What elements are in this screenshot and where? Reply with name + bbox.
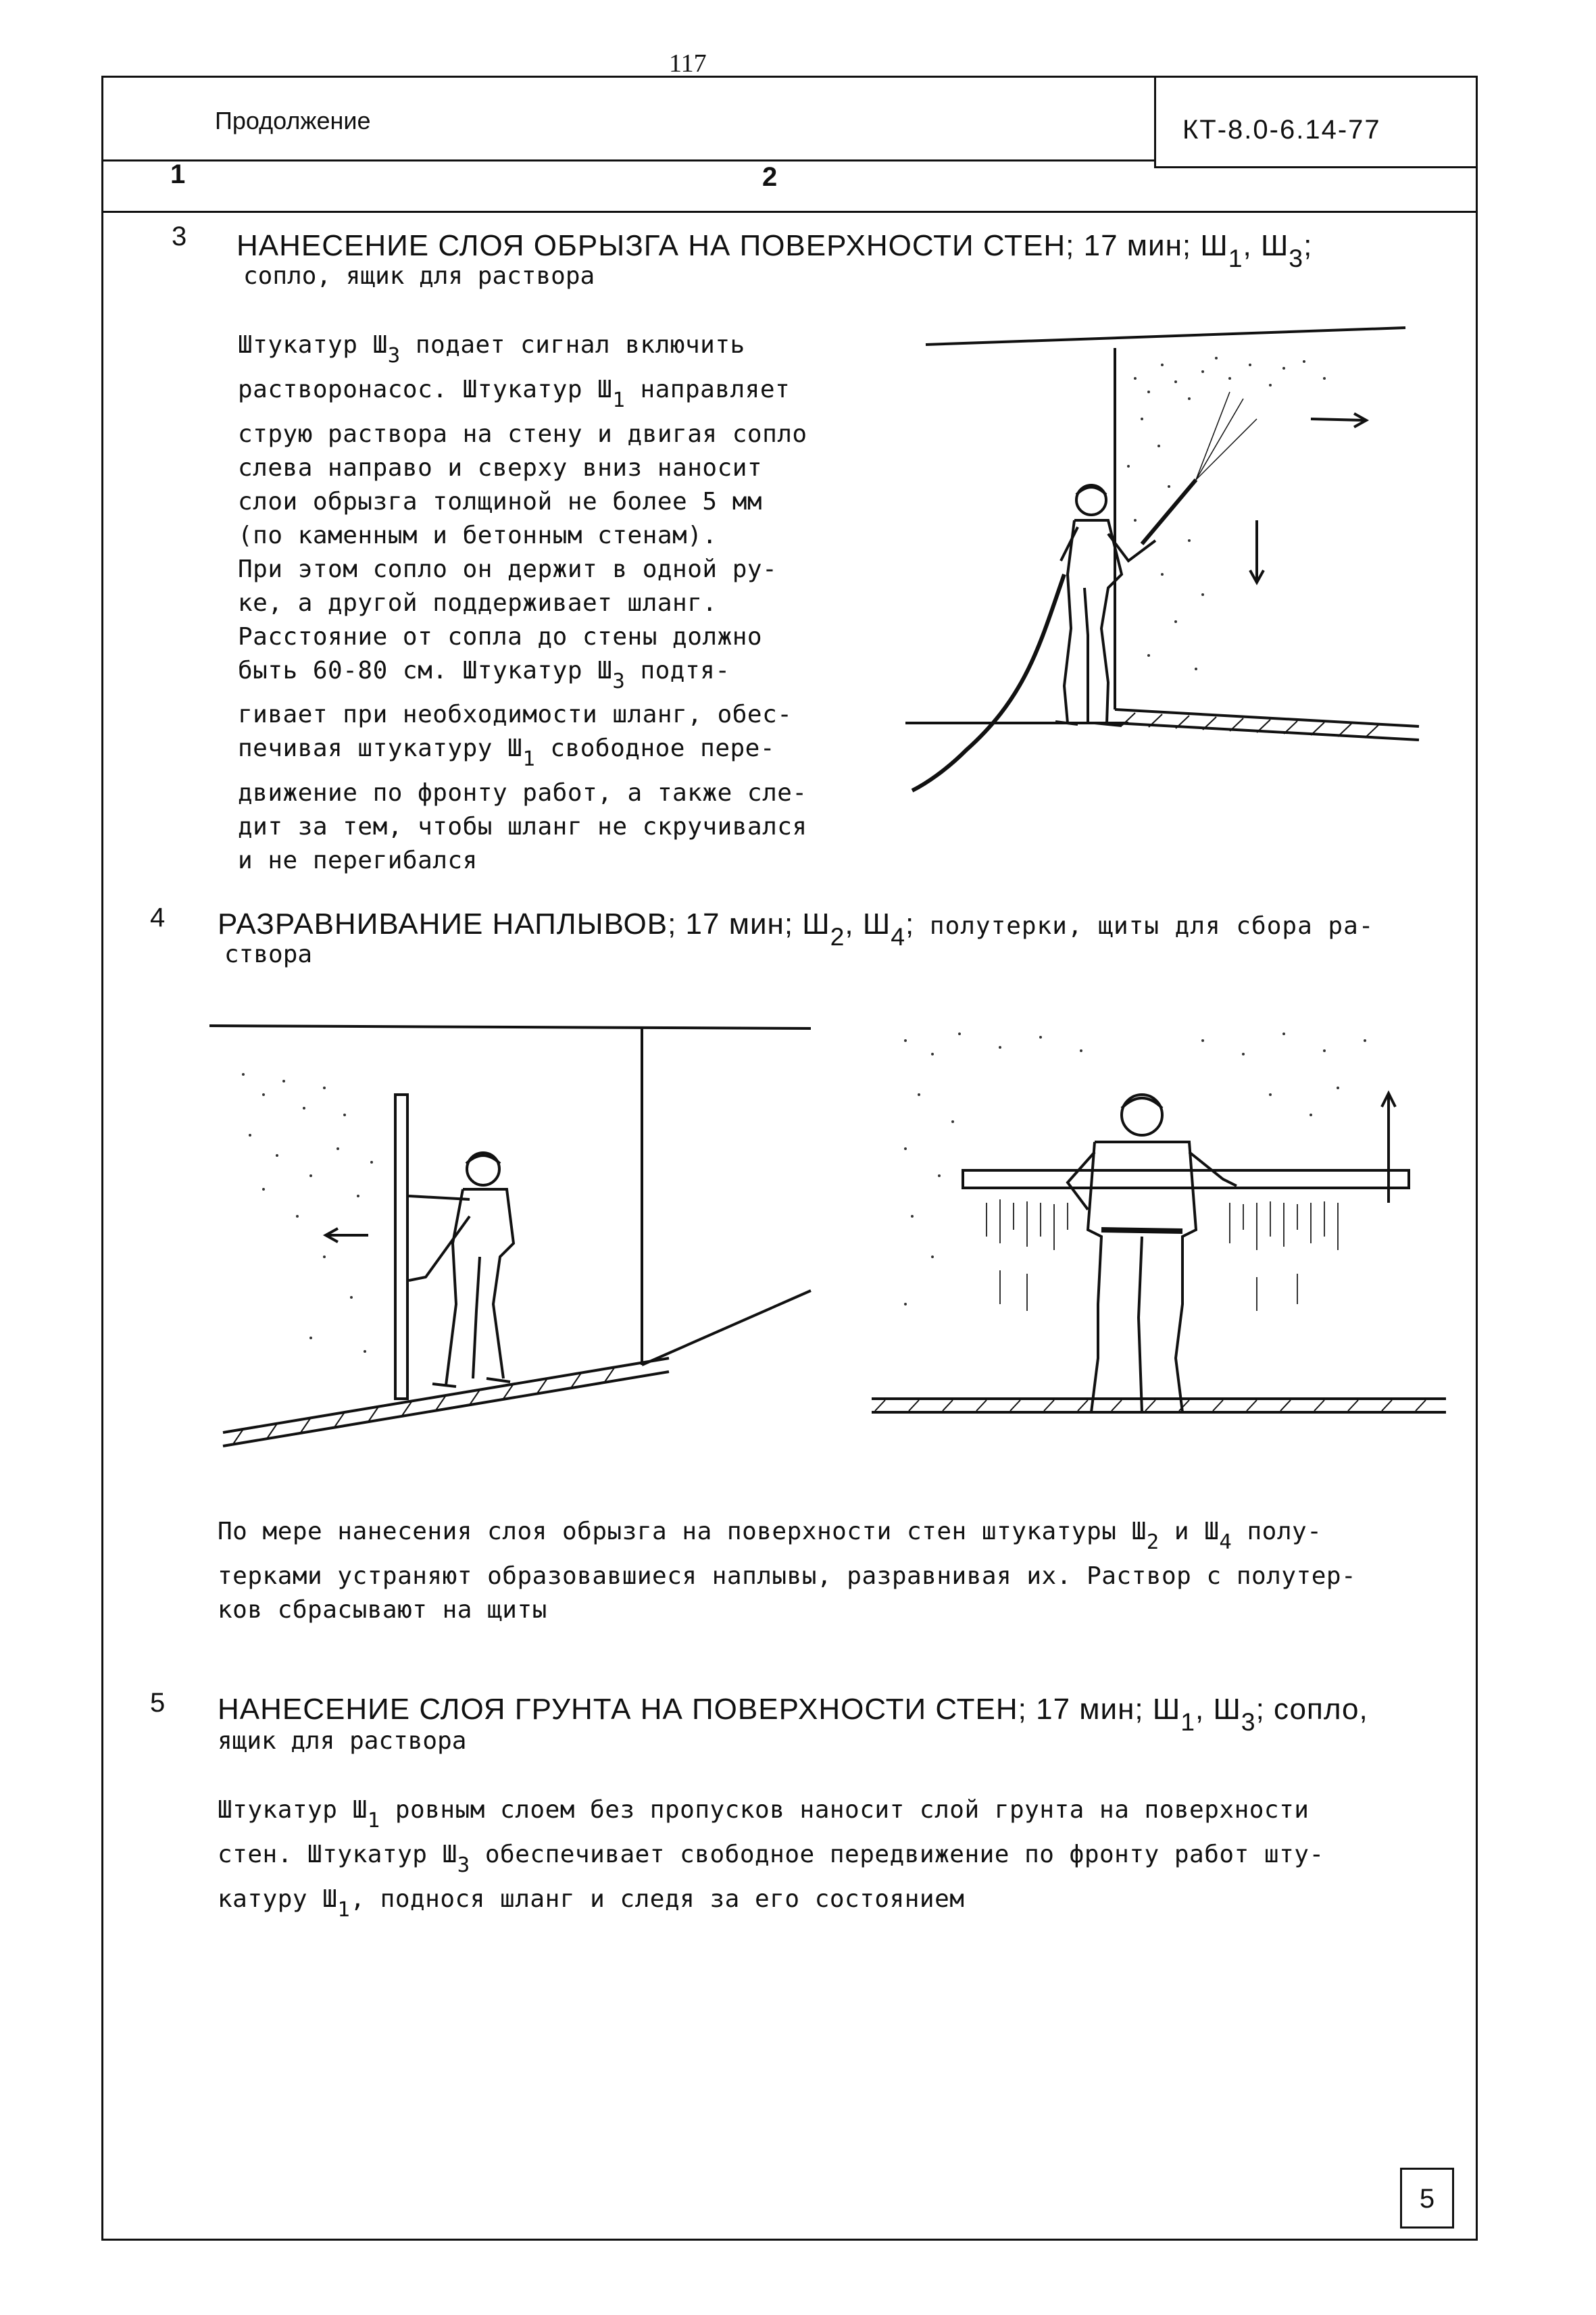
section-3-subtitle: сопло, ящик для раствора bbox=[243, 262, 595, 290]
section-5-title: НАНЕСЕНИЕ СЛОЯ ГРУНТА НА ПОВЕРХНОСТИ СТЕН; 17 мин; $Ш_1$, $Ш_3$; сопло, bbox=[218, 1693, 1368, 1736]
section-5-number: 5 bbox=[150, 1688, 166, 1718]
code-box-bottom bbox=[1154, 166, 1478, 168]
header-rule bbox=[101, 159, 1154, 161]
continuation-label: Продолжение bbox=[215, 107, 371, 134]
illustration-spraying-wall bbox=[905, 318, 1432, 831]
wall-speckle-left bbox=[242, 1073, 373, 1353]
column-1-header: 1 bbox=[170, 159, 186, 189]
section-5-subtitle: ящик для раствора bbox=[218, 1727, 467, 1755]
section-4-number: 4 bbox=[150, 903, 166, 932]
section-3-number: 3 bbox=[172, 222, 187, 251]
column-header-rule bbox=[101, 211, 1478, 213]
illustration-leveling-front bbox=[865, 1014, 1460, 1473]
illustration-leveling-side bbox=[203, 1014, 824, 1460]
section-5-text: Штукатур $Ш_1$ ровным слоем без пропусков наносит слой грунта на поверхности стен. Штукатур $Ш_3$ обеспечивает свободное передвижение по фронту работ шту- катуру $Ш_1$, поднося шланг и следя за его состоянием bbox=[218, 1796, 1324, 1922]
section-3-title: НАНЕСЕНИЕ СЛОЯ ОБРЫЗГА НА ПОВЕРХНОСТИ СТЕН; 17 мин; $Ш_1$, $Ш_3$; bbox=[236, 229, 1313, 272]
section-4-title: РАЗРАВНИВАНИЕ НАПЛЫВОВ; 17 мин; $Ш_2$, $Ш_4$; полутерки, щиты для сбора ра- bbox=[218, 907, 1374, 951]
wall-drip-marks bbox=[987, 1199, 1338, 1311]
page-number: 117 bbox=[669, 49, 707, 78]
section-3-text: Штукатур $Ш_3$ подает сигнал включить растворонасос. Штукатур $Ш_1$ направляет струю раствора на стену и двигая сопло слева направо и сверху вниз наносит слои обрызга толщиной не более 5 мм (по каменным и бетонным стенам). При этом сопло он держит в одной ру- ке, а другой поддерживает шланг. Расстояние от сопла до стены должно быть 60-80 см. Штукатур $Ш_3$ подтя- гивает при необходимости шланг, обес- печивая штукатуру $Ш_1$ свободное пере- движение по фронту работ, а также сле- дит за тем, чтобы шланг не скручивался и не перегибался bbox=[238, 331, 807, 875]
sheet-number: 5 bbox=[1419, 2184, 1435, 2214]
section-4-text: По мере нанесения слоя обрызга на поверхности стен штукатуры $Ш_2$ и $Ш_4$ полу- терками устраняют образовавшиеся наплывы, разравнивая их. Раствор с полутер- ков сбрасывают на щиты bbox=[218, 1518, 1357, 1624]
header-divider bbox=[1154, 76, 1156, 166]
spray-speckle bbox=[1127, 357, 1326, 670]
document-code: КТ-8.0-6.14-77 bbox=[1182, 115, 1381, 145]
section-4-subtitle: створа bbox=[224, 941, 313, 968]
column-2-header: 2 bbox=[762, 162, 778, 192]
